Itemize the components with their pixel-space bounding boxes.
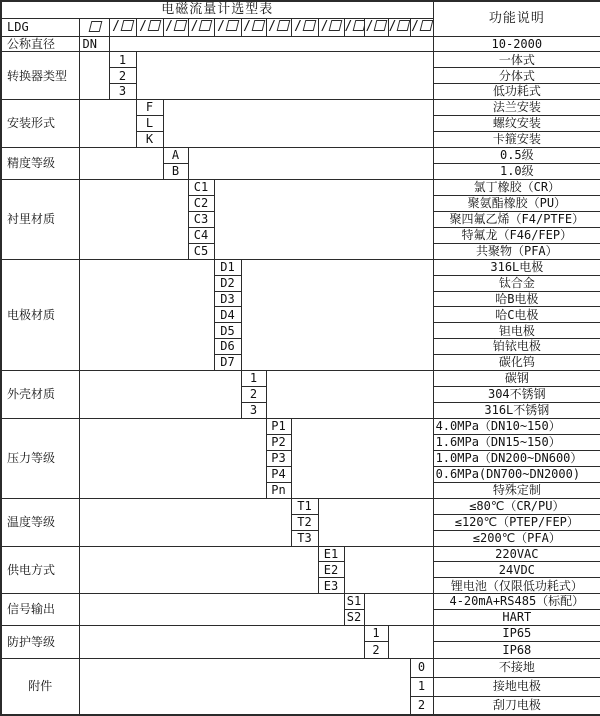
slash-mark: / [294,19,302,35]
box-icon [374,20,388,31]
code-cell: C3 [188,211,214,227]
code-cell: Pn [266,482,291,498]
table-row [1,36,600,52]
description-cell: 316L不锈钢 [433,403,600,419]
model-digit-box [318,18,344,36]
spacer-cell [79,658,410,715]
code-cell: D2 [214,275,241,291]
code-cell: P2 [266,434,291,450]
spacer-cell [79,259,214,371]
description-cell: 0.6MPa(DN700~DN2000) [433,466,600,482]
slash-mark: / [165,19,173,35]
model-digit-box [266,18,291,36]
description-cell: 1.0MPa（DN200~DN600） [433,450,600,466]
model-digit-box [163,18,188,36]
description-cell: 刮刀电极 [433,696,600,715]
model-digit-box [410,18,433,36]
description-cell: 低功耗式 [433,84,600,100]
code-cell: D4 [214,307,241,323]
description-cell: 铂铱电极 [433,339,600,355]
description-cell: 一体式 [433,52,600,68]
description-cell: 碳化钨 [433,355,600,371]
code-cell: 1 [364,626,388,642]
description-cell: 钽电极 [433,323,600,339]
category-label: 公称直径 [1,36,79,52]
box-icon [303,20,317,31]
model-digit-box [344,18,364,36]
slash-mark: / [217,19,225,35]
spacer-cell [79,179,188,259]
description-cell: 锂电池（仅限低功耗式） [433,578,600,594]
model-digit-box [136,18,163,36]
code-cell: K [136,132,163,148]
code-cell: D3 [214,291,241,307]
slash-mark: / [268,19,276,35]
spacer-cell [291,419,433,499]
box-icon [329,20,343,31]
table-row [1,1,600,18]
table-row [1,179,600,195]
spacer-cell [79,148,163,180]
category-label: 防护等级 [1,626,79,658]
code-cell: D6 [214,339,241,355]
slash-mark: / [139,19,147,35]
spacer-cell [344,546,433,594]
description-cell: 316L电极 [433,259,600,275]
spacer-cell [214,179,433,259]
spacer-cell [163,100,433,148]
spacer-cell [388,626,433,658]
description-cell: ≤120℃（PTEP/FEP） [433,514,600,530]
description-cell: ≤200℃（PFA） [433,530,600,546]
category-label: 压力等级 [1,419,79,499]
description-cell: 4.0MPa（DN10~150） [433,419,600,435]
code-cell: T3 [291,530,318,546]
table-row [1,658,600,677]
spacer-cell [79,371,241,419]
model-digit-box [388,18,410,36]
code-cell: D7 [214,355,241,371]
code-cell: 1 [109,52,136,68]
description-cell: 共聚物（PFA） [433,243,600,259]
description-cell: 螺纹安装 [433,116,600,132]
code-cell: C2 [188,195,214,211]
slash-mark: / [243,19,251,35]
description-cell: 聚四氟乙烯（F4/PTFE） [433,211,600,227]
code-cell: T1 [291,498,318,514]
code-cell: 2 [410,696,433,715]
description-cell: 钛合金 [433,275,600,291]
code-cell: 2 [109,68,136,84]
category-label: 精度等级 [1,148,79,180]
description-cell: HART [433,610,600,626]
description-cell: 特氟龙（F46/FEP） [433,227,600,243]
code-cell: 2 [241,387,266,403]
box-icon [121,20,135,31]
slash-mark: / [190,19,199,35]
description-cell: 哈B电极 [433,291,600,307]
code-cell: S1 [344,594,364,610]
description-cell: 分体式 [433,68,600,84]
code-cell: D5 [214,323,241,339]
description-cell: IP68 [433,642,600,658]
box-icon [148,20,162,31]
slash-mark: / [411,19,419,35]
box-icon [420,20,433,31]
code-cell: L [136,116,163,132]
description-cell: 碳钢 [433,371,600,387]
slash-mark: / [344,19,353,35]
spacer-cell [79,546,318,594]
code-cell: E2 [318,562,344,578]
category-label: 电极材质 [1,259,79,371]
code-cell: B [163,164,188,180]
description-cell: IP65 [433,626,600,642]
spacer-cell [136,52,433,100]
spacer-cell [79,626,364,658]
code-cell: D1 [214,259,241,275]
category-label: 供电方式 [1,546,79,594]
table-row [1,419,600,435]
description-cell: 10-2000 [433,36,600,52]
box-icon [252,20,266,31]
code-cell: 1 [241,371,266,387]
code-cell: 0 [410,658,433,677]
model-digit-box [214,18,241,36]
category-label: 附件 [1,658,79,715]
description-cell: 4-20mA+RS485（标配） [433,594,600,610]
code-cell: C1 [188,179,214,195]
category-label: 温度等级 [1,498,79,546]
description-cell: 不接地 [433,658,600,677]
model-digit-box [109,18,136,36]
code-cell: F [136,100,163,116]
description-cell: 304不锈钢 [433,387,600,403]
description-cell: 220VAC [433,546,600,562]
description-cell: 1.0级 [433,164,600,180]
table-row [1,371,600,387]
box-icon [88,21,102,32]
spacer-cell [79,419,266,499]
code-cell: 1 [410,677,433,696]
spacer-cell [79,100,136,148]
model-prefix: LDG [1,18,79,36]
code-cell: E1 [318,546,344,562]
model-digit-box [364,18,388,36]
slash-mark: / [365,19,374,35]
category-label: 信号输出 [1,594,79,626]
description-cell: 1.6MPa（DN15~150） [433,434,600,450]
spacer-cell [79,498,291,546]
description-cell: 哈C电极 [433,307,600,323]
code-cell: P1 [266,419,291,435]
code-cell: C5 [188,243,214,259]
spacer-cell [79,52,109,100]
box-icon [353,20,364,31]
description-cell: 特殊定制 [433,482,600,498]
spacer-cell [364,594,433,626]
spacer-cell [241,259,433,371]
code-cell: S2 [344,610,364,626]
function-column-header: 功能说明 [433,1,600,36]
code-cell: DN [79,36,109,52]
code-cell: E3 [318,578,344,594]
category-label: 外壳材质 [1,371,79,419]
box-icon [199,20,213,31]
code-cell: 2 [364,642,388,658]
spacer-cell [266,371,433,419]
description-cell: 卡箍安装 [433,132,600,148]
description-cell: 聚氨酯橡胶（PU） [433,195,600,211]
spacer-cell [188,148,433,180]
table-row [1,546,600,562]
description-cell: 24VDC [433,562,600,578]
box-icon [277,20,291,31]
spacer-cell [109,36,433,52]
table-row [1,100,600,116]
description-cell: 法兰安装 [433,100,600,116]
slash-mark: / [320,19,329,35]
code-cell: T2 [291,514,318,530]
category-label: 转换器类型 [1,52,79,100]
code-cell: 3 [241,403,266,419]
spacer-cell [79,594,344,626]
box-icon [397,20,410,31]
slash-mark: / [112,19,120,35]
model-digit-box [291,18,318,36]
table-row [1,52,600,68]
description-cell: ≤80℃（CR/PU） [433,498,600,514]
description-cell: 0.5级 [433,148,600,164]
code-cell: C4 [188,227,214,243]
description-cell: 接地电极 [433,677,600,696]
slash-mark: / [388,19,397,35]
code-cell: 3 [109,84,136,100]
table-row [1,594,600,610]
table-row [1,148,600,164]
code-cell: P3 [266,450,291,466]
model-digit-box [241,18,266,36]
box-icon [226,20,240,31]
category-label: 安装形式 [1,100,79,148]
table-row [1,626,600,642]
code-cell: A [163,148,188,164]
model-base-box [79,18,109,36]
code-cell: P4 [266,466,291,482]
table-row [1,259,600,275]
model-digit-box [188,18,214,36]
category-label: 衬里材质 [1,179,79,259]
box-icon [174,20,188,31]
table-title: 电磁流量计选型表 [1,1,433,18]
table-row [1,498,600,514]
spacer-cell [318,498,433,546]
description-cell: 氯丁橡胶（CR） [433,179,600,195]
